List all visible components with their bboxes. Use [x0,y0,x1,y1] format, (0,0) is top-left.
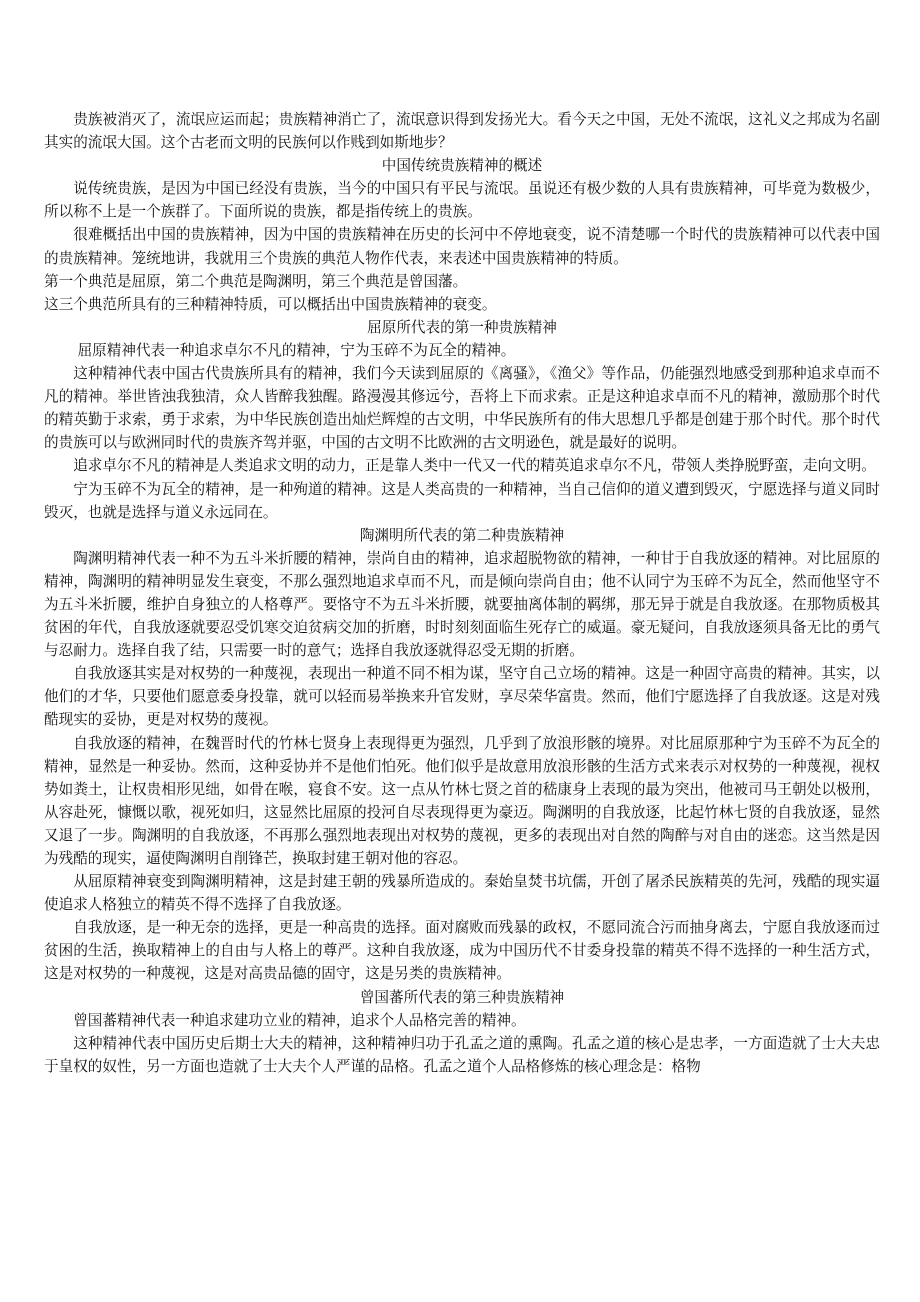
intro-paragraph: 贵族被消灭了，流氓应运而起；贵族精神消亡了，流氓意识得到发扬光大。看今天之中国，无处不流氓，这礼义之邦成为名副其实的流氓大国。这个古老而文明的民族何以作贱到如斯地步？ [44,111,880,152]
section-heading-quyuan: 屈原所代表的第一种贵族精神 [367,318,557,336]
section-heading-zengguofan: 曾国蕃所代表的第三种贵族精神 [359,988,565,1006]
paragraph: 从屈原精神衰变到陶渊明精神，这是封建王朝的残暴所造成的。秦始皇焚书坑儒，开创了屠杀民族精英的先河，残酷的现实逼使追求人格独立的精英不得不选择了自我放逐。 [44,873,880,914]
paragraph: 自我放逐，是一种无奈的选择，更是一种高贵的选择。面对腐败而残暴的政权，不愿同流合污而抽身离去，宁愿自我放逐而过贫困的生活，换取精神上的自由与人格上的尊严。这种自我放逐，成为中国历代不甘委身投靠的精英不得不选择的一种生活方式，这是对权势的一种蔑视，这是对高贵品德的固守，这是另类的贵族精神。 [44,919,880,983]
paragraph: 追求卓尔不凡的精神是人类追求文明的动力，正是靠人类中一代又一代的精英追求卓尔不凡，带领人类挣脱野蛮，走向文明。 [73,457,876,475]
paragraph: 自我放逐其实是对权势的一种蔑视，表现出一种道不同不相为谋，坚守自己立场的精神。这是一种固守高贵的精神。其实，以他们的才华，只要他们愿意委身投靠，就可以轻而易举换来升官发财，享尽荣华富贵。然而，他们宁愿选择了自我放逐。这是对残酷现实的妥协，更是对权势的蔑视。 [44,665,880,729]
paragraph: 这种精神代表中国古代贵族所具有的精神，我们今天读到屈原的《离骚》，《渔父》等作品，仍能强烈地感受到那种追求卓而不凡的精神。举世皆浊我独清，众人皆醉我独醒。路漫漫其修远兮，吾将上下而求索。正是这种追求卓而不凡的精神，激励那个时代的精英勤于求索，勇于求索，为中华民族创造出灿烂辉煌的古文明，中华民族所有的伟大思想几乎都是创建于那个时代。那个时代的贵族可以与欧洲同时代的贵族齐驾并驱，中国的古文明不比欧洲的古文明逊色，就是最好的说明。 [44,365,880,452]
paragraph: 曾国蕃精神代表一种追求建功立业的精神，追求个人品格完善的精神。 [73,1011,526,1029]
section-heading-taoyuanming: 陶渊明所代表的第二种贵族精神 [359,526,565,544]
paragraph: 这三个典范所具有的三种精神特质，可以概括出中国贵族精神的衰变。 [44,295,497,313]
section-heading-overview: 中国传统贵族精神的概述 [381,157,543,175]
paragraph: 屈原精神代表一种追求卓尔不凡的精神，宁为玉碎不为瓦全的精神。 [77,341,516,359]
document-page [44,108,880,1078]
paragraph: 陶渊明精神代表一种不为五斗米折腰的精神，崇尚自由的精神，追求超脱物欲的精神，一种甘于自我放逐的精神。对比屈原的精神，陶渊明的精神明显发生衰变，不那么强烈地追求卓而不凡，而是倾向崇尚自由；他不认同宁为玉碎不为瓦全，然而他坚守不为五斗米折腰，维护自身独立的人格尊严。要恪守不为五斗米折腰，就要抽离体制的羁绑，那无异于就是自我放逐。在那物质极其贫困的年代，自我放逐就要忍受饥寒交迫贫病交加的折磨，时时刻刻面临生死存亡的威逼。豪无疑问，自我放逐须具备无比的勇气与忍耐力。选择自我了结，只需要一时的意气；选择自我放逐就得忍受无期的折磨。 [44,549,880,660]
paragraph: 宁为玉碎不为瓦全的精神，是一种殉道的精神。这是人类高贵的一种精神，当自己信仰的道义遭到毁灭，宁愿选择与道义同时毁灭，也就是选择与道义永远同在。 [44,480,880,521]
paragraph: 说传统贵族，是因为中国已经没有贵族，当今的中国只有平民与流氓。虽说还有极少数的人具有贵族精神，可毕竟为数极少，所以称不上是一个族群了。下面所说的贵族，都是指传统上的贵族。 [44,180,880,221]
paragraph: 第一个典范是屈原，第二个典范是陶渊明，第三个典范是曾国藩。 [44,272,468,290]
paragraph: 这种精神代表中国历史后期士大夫的精神，这种精神归功于孔孟之道的熏陶。孔孟之道的核心是忠孝，一方面造就了士大夫忠于皇权的奴性，另一方面也造就了士大夫个人严谨的品格。孔孟之道个人品格修炼的核心理念是：格物 [44,1034,880,1075]
paragraph: 很难概括出中国的贵族精神，因为中国的贵族精神在历史的长河中不停地衰变，说不清楚哪一个时代的贵族精神可以代表中国的贵族精神。笼统地讲，我就用三个贵族的典范人物作代表，来表述中国贵族精神的特质。 [44,226,880,267]
paragraph: 自我放逐的精神，在魏晋时代的竹林七贤身上表现得更为强烈，几乎到了放浪形骸的境界。对比屈原那种宁为玉碎不为瓦全的精神，显然是一种妥协。然而，这种妥协并不是他们怕死。他们似乎是故意用放浪形骸的生活方式来表示对权势的一种蔑视，视权势如粪土，让权贵相形见绌，如骨在喉，寝食不安。这一点从竹林七贤之首的嵇康身上表现的最为突出，他被司马王朝处以极刑，从容赴死，慷慨以歌，视死如归，这显然比屈原的投河自尽表现得更为豪迈。陶渊明的自我放逐，比起竹林七贤的自我放逐，显然又退了一步。陶渊明的自我放逐，不再那么强烈地表现出对权势的蔑视，更多的表现出对自然的陶醉与对自由的迷恋。这当然是因为残酷的现实，逼使陶渊明自削锋芒，换取封建王朝对他的容忍。 [44,734,880,867]
